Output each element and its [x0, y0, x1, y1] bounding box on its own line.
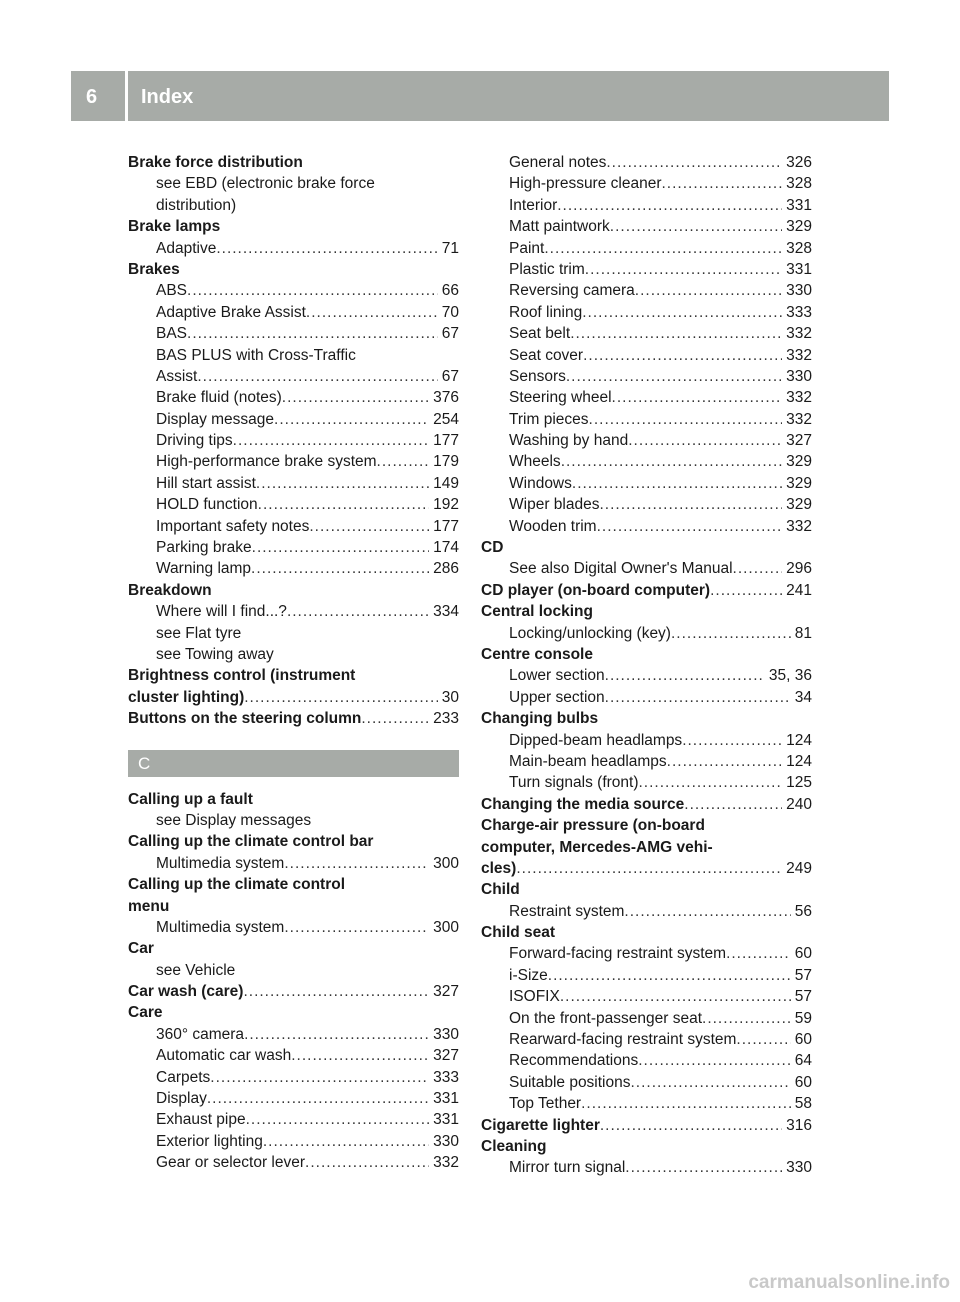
- page-reference: 57: [794, 966, 812, 984]
- entry-term: ABS: [156, 282, 188, 300]
- index-subentry: [481, 195, 812, 216]
- index-heading: Child: [481, 881, 520, 899]
- entry-term: cluster lighting): [128, 688, 245, 706]
- index-subentry: [128, 494, 459, 515]
- index-subentry: [128, 238, 459, 259]
- index-subentry: [128, 516, 459, 537]
- entry-term: Lower section: [509, 667, 605, 685]
- index-subentry: [128, 537, 459, 558]
- page-reference: 329: [786, 453, 812, 471]
- entry-term: Hill start assist: [156, 474, 256, 492]
- entry-term: Multimedia system: [156, 918, 285, 936]
- index-subentry: [481, 665, 812, 686]
- index-entry: [128, 687, 459, 708]
- index-subentry: [481, 387, 812, 408]
- leader-dots: [284, 917, 429, 938]
- page-reference: 333: [433, 1068, 459, 1086]
- watermark: carmanualsonline.info: [748, 1272, 950, 1293]
- leader-dots: [287, 601, 429, 622]
- leader-dots: [733, 558, 783, 579]
- entry-term: Sensors: [509, 367, 566, 385]
- entry-term: Adaptive: [156, 239, 217, 257]
- page-reference: 331: [433, 1111, 459, 1129]
- entry-term: Washing by hand: [509, 432, 629, 450]
- index-reference: see Display messages: [156, 811, 312, 829]
- entry-term: Reversing camera: [509, 282, 635, 300]
- leader-dots: [187, 280, 438, 301]
- entry-term: Seat cover: [509, 346, 584, 364]
- index-subentry: [481, 473, 812, 494]
- index-subentry: [481, 986, 812, 1007]
- leader-dots: [599, 494, 782, 515]
- leader-dots: [726, 943, 791, 964]
- index-subentry: [128, 280, 459, 301]
- entry-term: Forward-facing restraint system: [509, 945, 727, 963]
- index-subentry: [481, 1072, 812, 1093]
- index-subentry: [481, 965, 812, 986]
- leader-dots: [243, 981, 429, 1002]
- index-subentry: [481, 558, 812, 579]
- page-reference: 333: [786, 303, 812, 321]
- leader-dots: [251, 558, 429, 579]
- index-heading: Car: [128, 940, 154, 958]
- page-reference: 58: [794, 1095, 812, 1113]
- index-heading: Care: [128, 1004, 163, 1022]
- page-reference: 286: [433, 560, 459, 578]
- leader-dots: [244, 687, 438, 708]
- page-reference: 240: [786, 795, 812, 813]
- index-subentry: [128, 323, 459, 344]
- leader-dots: [233, 430, 429, 451]
- entry-term: Suitable positions: [509, 1073, 631, 1091]
- leader-dots: [605, 665, 765, 686]
- index-heading: Changing bulbs: [481, 710, 599, 728]
- entry-term: Main-beam headlamps: [509, 752, 667, 770]
- page-reference: 327: [786, 432, 812, 450]
- page-reference: 332: [433, 1154, 459, 1172]
- index-heading: Calling up the climate control bar: [128, 833, 374, 851]
- page-reference: 332: [786, 346, 812, 364]
- leader-dots: [583, 345, 782, 366]
- index-subentry: [481, 751, 812, 772]
- leader-dots: [581, 1093, 791, 1114]
- leader-dots: [612, 387, 783, 408]
- index-heading: computer, Mercedes-AMG vehi-: [481, 838, 713, 856]
- entry-term: Top Tether: [509, 1095, 582, 1113]
- leader-dots: [671, 623, 791, 644]
- page-reference: 331: [433, 1090, 459, 1108]
- page-reference: 124: [786, 731, 812, 749]
- index-entry: [128, 708, 459, 729]
- page-number: 6: [86, 86, 98, 108]
- page-reference: 334: [433, 603, 459, 621]
- index-subentry: [481, 280, 812, 301]
- entry-term: i-Size: [509, 966, 548, 984]
- entry-term: On the front-passenger seat: [509, 1009, 703, 1027]
- leader-dots: [361, 708, 429, 729]
- index-subentry: [481, 345, 812, 366]
- entry-term: Multimedia system: [156, 854, 285, 872]
- leader-dots: [682, 730, 782, 751]
- leader-dots: [667, 751, 782, 772]
- page-reference: 192: [433, 496, 459, 514]
- index-heading: Brightness control (instrument: [128, 667, 356, 685]
- leader-dots: [246, 1109, 430, 1130]
- index-entry: [481, 794, 812, 815]
- index-subentry: [481, 323, 812, 344]
- entry-term: Restraint system: [509, 902, 625, 920]
- entry-term: Rearward-facing restraint system: [509, 1031, 737, 1049]
- page-reference: 249: [786, 859, 812, 877]
- leader-dots: [516, 858, 782, 879]
- page-reference: 124: [786, 752, 812, 770]
- index-entry: [481, 1115, 812, 1136]
- index-subentry: [481, 238, 812, 259]
- index-subentry: [481, 623, 812, 644]
- entry-term: Paint: [509, 239, 545, 257]
- entry-term: Matt paintwork: [509, 218, 610, 236]
- entry-term: Interior: [509, 196, 558, 214]
- entry-term: High-pressure cleaner: [509, 175, 662, 193]
- entry-term: Automatic car wash: [156, 1047, 292, 1065]
- index-subentry: [481, 366, 812, 387]
- index-subentry: [481, 302, 812, 323]
- entry-term: Roof lining: [509, 303, 583, 321]
- entry-term: Driving tips: [156, 432, 233, 450]
- page-reference: 66: [441, 282, 459, 300]
- index-subentry: [481, 173, 812, 194]
- index-subentry: [481, 451, 812, 472]
- leader-dots: [557, 195, 782, 216]
- page-reference: 316: [786, 1116, 812, 1134]
- entry-term: Wooden trim: [509, 517, 597, 535]
- entry-term: Parking brake: [156, 539, 252, 557]
- page-reference: 174: [433, 539, 459, 557]
- page-reference: 71: [441, 239, 459, 257]
- entry-term: Exhaust pipe: [156, 1111, 246, 1129]
- leader-dots: [244, 1024, 429, 1045]
- page-reference: 177: [433, 517, 459, 535]
- leader-dots: [597, 516, 783, 537]
- index-subentry: [128, 1131, 459, 1152]
- index-subentry: [128, 302, 459, 323]
- entry-term: Turn signals (front): [509, 774, 639, 792]
- index-heading: CD: [481, 539, 504, 557]
- entry-term: Gear or selector lever: [156, 1154, 306, 1172]
- entry-term: Plastic trim: [509, 260, 585, 278]
- index-heading: Calling up a fault: [128, 790, 253, 808]
- entry-term: 360° camera: [156, 1025, 245, 1043]
- leader-dots: [252, 537, 429, 558]
- index-subentry: [128, 366, 459, 387]
- page-reference: 329: [786, 218, 812, 236]
- index-subentry: [481, 687, 812, 708]
- entry-term: Car wash (care): [128, 983, 244, 1001]
- leader-dots: [309, 516, 429, 537]
- index-reference: see Flat tyre: [156, 624, 242, 642]
- leader-dots: [589, 409, 783, 430]
- page-reference: 328: [786, 239, 812, 257]
- leader-dots: [635, 280, 782, 301]
- entry-term: Brake fluid (notes): [156, 389, 282, 407]
- leader-dots: [258, 494, 429, 515]
- page-reference: 300: [433, 918, 459, 936]
- page-reference: 59: [794, 1009, 812, 1027]
- index-subentry: [481, 494, 812, 515]
- index-subentry: [481, 943, 812, 964]
- index-reference: distribution): [156, 196, 237, 214]
- page-reference: 177: [433, 432, 459, 450]
- leader-dots: [544, 238, 782, 259]
- index-subentry: [481, 772, 812, 793]
- page-reference: 67: [441, 325, 459, 343]
- leader-dots: [639, 772, 783, 793]
- index-entry: [481, 858, 812, 879]
- header-bar: [71, 71, 889, 121]
- index-subentry: [481, 216, 812, 237]
- index-subentry: [128, 1067, 459, 1088]
- index-subentry: [128, 1152, 459, 1173]
- page-reference: 241: [786, 581, 812, 599]
- entry-term: General notes: [509, 154, 607, 171]
- index-subentry: [128, 473, 459, 494]
- leader-dots: [605, 687, 791, 708]
- entry-term: CD player (on-board computer): [481, 581, 711, 599]
- leader-dots: [256, 473, 429, 494]
- leader-dots: [282, 387, 429, 408]
- page-reference: 329: [786, 496, 812, 514]
- page-reference: 300: [433, 854, 459, 872]
- entry-term: Mirror turn signal: [509, 1159, 626, 1177]
- leader-dots: [624, 901, 790, 922]
- leader-dots: [284, 853, 429, 874]
- entry-term: See also Digital Owner's Manual: [509, 560, 733, 578]
- index-heading: Brake force distribution: [128, 154, 303, 171]
- index-subentry: [481, 1093, 812, 1114]
- leader-dots: [610, 216, 782, 237]
- page-reference: 332: [786, 325, 812, 343]
- index-entry: [128, 981, 459, 1002]
- leader-dots: [702, 1008, 791, 1029]
- leader-dots: [210, 1067, 429, 1088]
- index-subentry: [128, 451, 459, 472]
- page-reference: 327: [433, 983, 459, 1001]
- index-heading: Centre console: [481, 645, 593, 663]
- page-reference: 332: [786, 410, 812, 428]
- index-heading: menu: [128, 897, 170, 915]
- page-reference: 149: [433, 474, 459, 492]
- page-reference: 327: [433, 1047, 459, 1065]
- entry-term: High-performance brake system: [156, 453, 377, 471]
- page-reference: 330: [786, 367, 812, 385]
- page-reference: 233: [433, 710, 459, 728]
- index-heading: Calling up the climate control: [128, 876, 346, 894]
- leader-dots: [736, 1029, 790, 1050]
- leader-dots: [187, 323, 438, 344]
- leader-dots: [274, 409, 429, 430]
- leader-dots: [377, 451, 430, 472]
- entry-term: Display: [156, 1090, 207, 1108]
- leader-dots: [582, 302, 782, 323]
- entry-term: Wiper blades: [509, 496, 600, 514]
- entry-term: Recommendations: [509, 1052, 639, 1070]
- entry-term: Where will I find...?: [156, 603, 287, 621]
- page-reference: 331: [786, 196, 812, 214]
- index-subentry: [128, 853, 459, 874]
- page-reference: 331: [786, 260, 812, 278]
- header-divider: [125, 71, 128, 121]
- entry-term: Steering wheel: [509, 389, 612, 407]
- entry-term: Changing the media source: [481, 795, 685, 813]
- entry-term: BAS: [156, 325, 188, 343]
- leader-dots: [625, 1157, 782, 1178]
- page-reference: 70: [441, 303, 459, 321]
- leader-dots: [305, 1152, 429, 1173]
- index-heading: Breakdown: [128, 581, 212, 599]
- index-subentry: [481, 430, 812, 451]
- entry-term: Locking/unlocking (key): [509, 624, 671, 642]
- leader-dots: [628, 430, 782, 451]
- page-reference: 326: [786, 154, 812, 171]
- leader-dots: [606, 152, 782, 173]
- page-reference: 34: [794, 688, 812, 706]
- entry-term: Display message: [156, 410, 275, 428]
- page-reference: 332: [786, 517, 812, 535]
- page-reference: 81: [794, 624, 812, 642]
- entry-term: Warning lamp: [156, 560, 252, 578]
- leader-dots: [263, 1131, 429, 1152]
- index-column-left: [128, 152, 459, 1174]
- index-subentry: [481, 259, 812, 280]
- page-reference: 56: [794, 902, 812, 920]
- leader-dots: [684, 794, 782, 815]
- entry-term: Wheels: [509, 453, 561, 471]
- page-reference: 376: [433, 389, 459, 407]
- page-reference: 67: [441, 367, 459, 385]
- index-heading: Child seat: [481, 924, 556, 942]
- index-reference: see Towing away: [156, 645, 274, 663]
- leader-dots: [548, 965, 791, 986]
- page-reference: 60: [794, 1073, 812, 1091]
- entry-term: Cigarette lighter: [481, 1116, 600, 1134]
- page-reference: 254: [433, 410, 459, 428]
- index-subentry: [128, 1045, 459, 1066]
- page-reference: 64: [794, 1052, 812, 1070]
- index-subentry: [128, 601, 459, 622]
- index-subentry: [481, 1029, 812, 1050]
- entry-term: Exterior lighting: [156, 1132, 263, 1150]
- index-column-right: [481, 152, 812, 1179]
- page-reference: 328: [786, 175, 812, 193]
- index-subentry: [481, 1008, 812, 1029]
- entry-term: HOLD function: [156, 496, 258, 514]
- leader-dots: [291, 1045, 429, 1066]
- index-reference: BAS PLUS with Cross-Traffic: [156, 346, 356, 364]
- index-subentry: [481, 1157, 812, 1178]
- page-reference: 179: [433, 453, 459, 471]
- index-subentry: [481, 1050, 812, 1071]
- leader-dots: [561, 451, 782, 472]
- page-reference: 332: [786, 389, 812, 407]
- leader-dots: [662, 173, 783, 194]
- leader-dots: [572, 473, 782, 494]
- entry-term: Carpets: [156, 1068, 211, 1086]
- page-reference: 30: [441, 688, 459, 706]
- leader-dots: [216, 238, 437, 259]
- page-reference: 330: [433, 1132, 459, 1150]
- entry-term: Adaptive Brake Assist: [156, 303, 306, 321]
- page-reference: 125: [786, 774, 812, 792]
- entry-term: Trim pieces: [509, 410, 589, 428]
- leader-dots: [570, 323, 782, 344]
- leader-dots: [631, 1072, 791, 1093]
- entry-term: Buttons on the steering column: [128, 710, 362, 728]
- entry-term: Assist: [156, 367, 198, 385]
- page-reference: 330: [786, 1159, 812, 1177]
- entry-term: Dipped-beam headlamps: [509, 731, 683, 749]
- index-reference: see Vehicle: [156, 961, 236, 979]
- index-entry: [481, 580, 812, 601]
- leader-dots: [585, 259, 782, 280]
- section-header: C: [128, 750, 459, 777]
- index-heading: Cleaning: [481, 1137, 547, 1155]
- page-reference: 330: [433, 1025, 459, 1043]
- index-subentry: [481, 730, 812, 751]
- page-reference: 60: [794, 945, 812, 963]
- index-subentry: [128, 558, 459, 579]
- index-subentry: [128, 1109, 459, 1130]
- leader-dots: [638, 1050, 791, 1071]
- leader-dots: [566, 366, 782, 387]
- index-subentry: [128, 917, 459, 938]
- index-heading: Brakes: [128, 260, 180, 278]
- leader-dots: [600, 1115, 782, 1136]
- page-reference: 35, 36: [768, 667, 812, 685]
- leader-dots: [710, 580, 782, 601]
- index-heading: Charge-air pressure (on-board: [481, 817, 705, 835]
- page-reference: 330: [786, 282, 812, 300]
- entry-term: cles): [481, 859, 517, 877]
- page-reference: 57: [794, 988, 812, 1006]
- leader-dots: [560, 986, 791, 1007]
- leader-dots: [207, 1088, 429, 1109]
- entry-term: ISOFIX: [509, 988, 560, 1006]
- leader-dots: [306, 302, 438, 323]
- index-subentry: [128, 387, 459, 408]
- index-subentry: [481, 152, 812, 173]
- page-title: Index: [141, 86, 194, 108]
- entry-term: Seat belt: [509, 325, 571, 343]
- index-subentry: [481, 516, 812, 537]
- entry-term: Windows: [509, 474, 572, 492]
- index-heading: Central locking: [481, 603, 593, 621]
- index-subentry: [128, 1024, 459, 1045]
- entry-term: Important safety notes: [156, 517, 310, 535]
- page-reference: 296: [786, 560, 812, 578]
- leader-dots: [197, 366, 437, 387]
- index-heading: Brake lamps: [128, 218, 221, 236]
- page-reference: 329: [786, 474, 812, 492]
- page-reference: 60: [794, 1031, 812, 1049]
- index-subentry: [481, 409, 812, 430]
- index-subentry: [128, 409, 459, 430]
- index-subentry: [481, 901, 812, 922]
- index-subentry: [128, 1088, 459, 1109]
- index-reference: see EBD (electronic brake force: [156, 175, 375, 193]
- index-subentry: [128, 430, 459, 451]
- entry-term: Upper section: [509, 688, 605, 706]
